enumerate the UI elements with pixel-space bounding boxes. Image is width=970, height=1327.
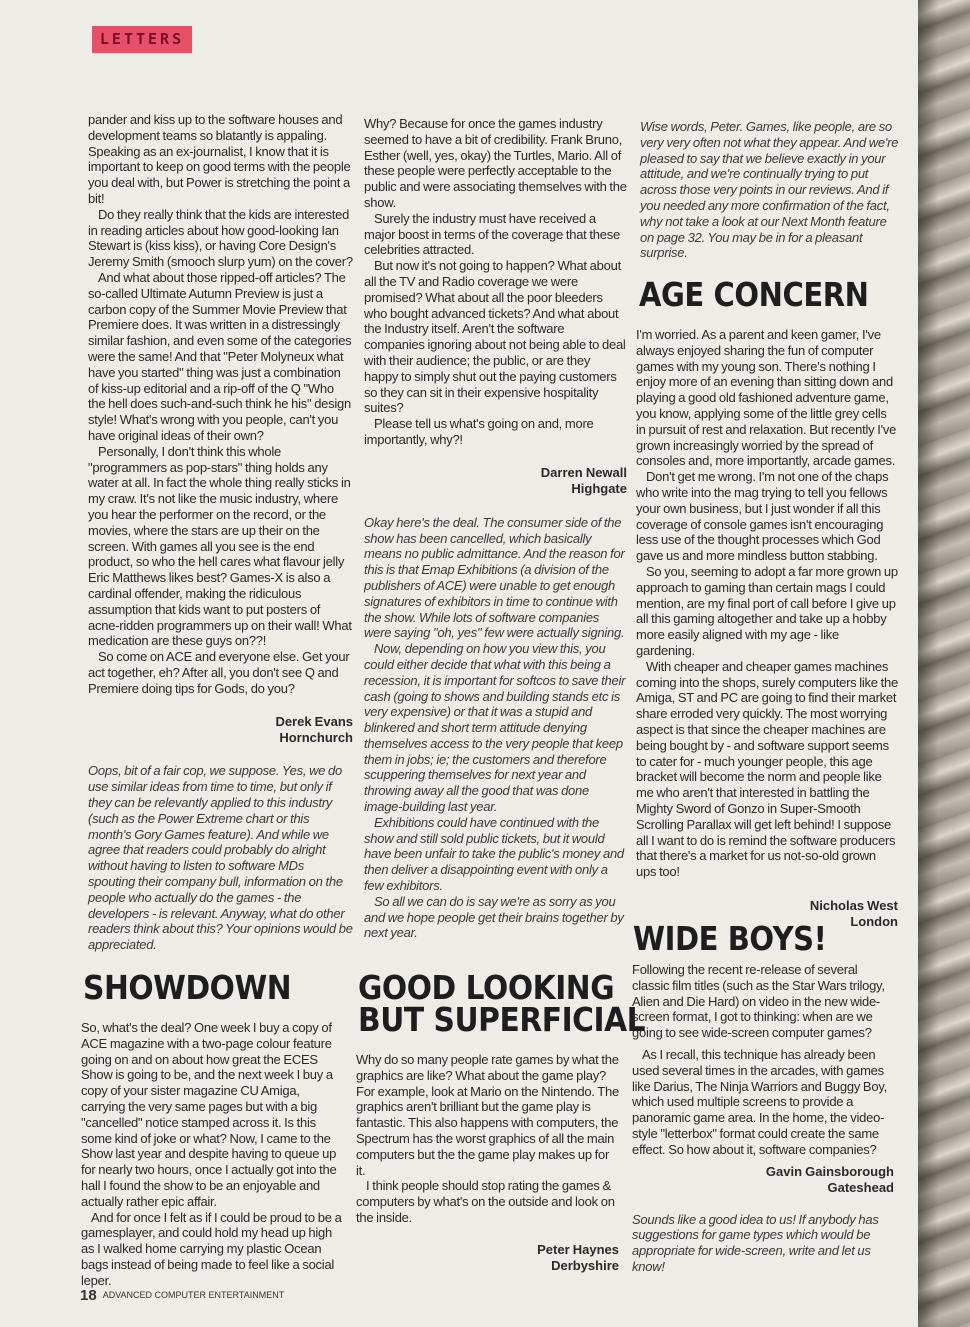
letter-paragraph: Why? Because for once the games industry seemed to have a bit of credibility. Frank Bruno, Esther (well, yes, okay) the Turtles, Mario. All of these people were perfectly acceptable to the public and were associating themselves with the show. (364, 116, 627, 210)
signature-name: Darren Newall (540, 464, 627, 480)
signature-place: Gateshead (827, 1179, 894, 1195)
showdown-body (81, 1020, 346, 1289)
letter-paragraph: Personally, I don't think this whole "programmers as pop-stars" thing holds any water at all. In fact the whole thing really sticks in my craw. It's not like the music industry, where you hear the performer on the record, or the movies, where the stars are up their on the screen. With games all you see is the end product, so who the hell cares what flavour jelly Eric Matthews likes best? Games-X is also a cardinal offender, making the ridiculous assumption that kids want to put posters of acne-ridden programmers up on their wall! What medication are these guys on??! (88, 443, 352, 649)
signature-name: Nicholas West (809, 897, 898, 913)
wide-boys-body (632, 962, 894, 1275)
page-footer (80, 1287, 284, 1304)
headline-line: BUT SUPERFICIAL (358, 1000, 646, 1039)
headline-age-concern: AGE CONCERN (639, 275, 869, 314)
letter-paragraph: So, what's the deal? One week I buy a copy of ACE magazine with a two-page colour feature going on and on about how great the ECES Show is going to be, and the next week I buy a copy of your sister magazine CU Amiga, carrying the very same pages but with a big "cancelled" notice stamped across it. Is this some kind of joke or what? Now, I came to the Show last year and despite having to queue up for nearly two hours, once I actually got into the hall I found the show to be an enjoyable and actually rather epic affair. (81, 1020, 337, 1209)
column-1 (88, 112, 353, 953)
adjacent-page-edge (918, 0, 970, 1327)
signature-place: London (850, 913, 898, 929)
letter-paragraph: I think people should stop rating the games & computers by what's on the outside and look on the inside. (356, 1178, 615, 1225)
editor-reply: Exhibitions could have continued with the show and still sold public tickets, but it would have been unfair to take the public's money and then deliver a disappointing event with only a few exhibitors. (364, 814, 624, 894)
column-3-reply (640, 119, 902, 261)
letter-paragraph: So come on ACE and everyone else. Get your act together, eh? After all, you don't see Q and Premiere doing tips for Gods, do you? (88, 649, 350, 696)
headline-showdown: SHOWDOWN (83, 968, 292, 1007)
signature-name: Derek Evans (275, 714, 353, 730)
letter-paragraph: But now it's not going to happen? What about all the TV and Radio coverage we were promised? What about all the poor bleeders who bought advanced tickets? And what about the Industry itself. Aren't the software companies ignoring about not being able to deal with their audience; the public, or are they happy to simply shut out the paying customers so they can sit in their expensive hospitality suites? (364, 258, 626, 416)
letter-paragraph: I'm worried. As a parent and keen gamer, I've always enjoyed sharing the fun of computer games with my young son. There's nothing I enjoy more of an evening than sitting down and playing a good old fashioned adventure game, you know, applying some of the little grey cells in pursuit of rest and relaxation. But recently I've grown increasingly worried by the spread of consoles and, more importantly, arcade games. (636, 327, 897, 469)
good-looking-body (356, 1052, 619, 1274)
column-2 (364, 116, 627, 941)
editor-reply: Wise words, Peter. Games, like people, are so very very often not what they appear. And we're pleased to say that we believe exactly in your attitude, and we're continually trying to put across those very points in our reviews. And if you needed any more confirmation of the fact, why not take a look at our Next Month feature on page 32. You may be in for a pleasant surprise. (640, 119, 899, 261)
editor-reply: Sounds like a good idea to us! If anybody has suggestions for game types which would be appropriate for wide-screen, write and let us know! (632, 1211, 879, 1274)
signature-place: Hornchurch (279, 730, 353, 746)
editor-reply: Oops, bit of a fair cop, we suppose. Yes, we do use similar ideas from time to time, but only if they can be relevantly applied to this industry (such as the Power Extreme chart or this month's Gory Games feature). And while we agree that readers could probably do alright without having to listen to software MDs spouting their company bull, information on the people who actually do the games - the developers - is relevant. Anyway, what do other readers think about this? Your opinions would be appreciated. (88, 763, 353, 953)
headline-wide-boys: WIDE BOYS! (633, 919, 827, 958)
letter-paragraph: Don't get me wrong. I'm not one of the chaps who write into the mag trying to tell you fellows your own business, but I just wonder if all this coverage of console games isn't encouraging less use of the thought processes which God gave us and more mindless button stabbing. (636, 469, 889, 564)
headline-line: GOOD LOOKING (358, 968, 615, 1007)
signature-place: Highgate (571, 480, 627, 496)
letter-paragraph: And for once I felt as if I could be proud to be a gamesplayer, and could hold my head up high as I walked home carrying my plastic Ocean bags instead of being made to feel like a social leper. (81, 1209, 342, 1288)
editor-reply: Now, depending on how you view this, you could either decide that what with this being a recession, it is important for softcos to save their cash (going to shows and building stands etc is very expensive) or that it was a stupid and blinkered and short term attitude denying themselves access to the very people that keep them in jobs; ie; the customers and therefore scuppering themselves for next year and throwing away all the good that was done image-building last year. (364, 641, 626, 815)
signature-name: Gavin Gainsborough (765, 1163, 894, 1179)
page-number: 18 (80, 1287, 97, 1304)
magazine-name: ADVANCED COMPUTER ENTERTAINMENT (102, 1290, 285, 1300)
signature-name: Peter Haynes (537, 1241, 619, 1257)
editor-reply: So all we can do is say we're as sorry as you and we hope people get their brains together by next year. (364, 893, 624, 941)
letter-paragraph: Please tell us what's going on and, more importantly, why?! (364, 416, 594, 447)
letter-paragraph: Surely the industry must have received a major boost in terms of the coverage that these celebrities attracted. (364, 210, 620, 258)
letter-paragraph: pander and kiss up to the software houses and development teams so blatantly is appaling. Speaking as an ex-journalist, I know that it is important to keep on good terms with the people you deal with, but Power is stretching the point a bit! (88, 112, 351, 206)
letter-paragraph: So you, seeming to adopt a far more grown up approach to gaming than certain mags I could mention, are my final port of call before I give up all this gaming altogether and take up a hobby more easily aligned with my age - like gardening. (636, 563, 898, 658)
age-concern-body (636, 327, 898, 930)
letter-paragraph: As I recall, this technique has already been used several times in the arcades, with games like Darius, The Ninja Warriors and Buggy Boy, which used multiple screens to provide a panoramic game area. In the home, the video-style "letterbox" format could create the same effect. So how about it, software companies? (632, 1046, 887, 1157)
letter-paragraph: With cheaper and cheaper games machines coming into the shops, surely computers like the Amiga, ST and PC are going to find their market share erroded very quickly. The most worrying aspect is that since the cheaper machines are being bought by - and software support seems to cater for - much younger people, this age bracket will become the norm and people like me who aren't that interested in battling the Mighty Sword of Gonzo in Super-Smooth Scrolling Parallax will get left behind! I suppose all I want to do is remind the software producers that there's a market for us not-so-old grown ups too! (636, 658, 898, 880)
letter-paragraph: Why do so many people rate games by what the graphics are like? What about the game play? For example, look at Mario on the Nintendo. The graphics aren't brilliant but the game play is fantastic. This also happens with computers, the Spectrum has the worst graphics of all the main computers but the the game play makes up for it. (356, 1052, 619, 1178)
signature-place: Derbyshire (551, 1257, 619, 1273)
letter-paragraph: Following the recent re-release of several classic film titles (such as the Star Wars trilogy, Alien and Die Hard) on video in the new wide-screen format, I got to thinking: when are we going to see wide-screen computer games? (632, 962, 885, 1041)
headline-good-looking (358, 968, 646, 1039)
letter-paragraph: And what about those ripped-off articles? The so-called Ultimate Autumn Preview is just a carbon copy of the Summer Movie Preview that Premiere does. It was written in a distressingly similar fashion, and even some of the categories were the same! And that "Peter Molyneux what have you started" thing was just a combination of kiss-up editorial and a rip-off of the Q "Who the hell does such-and-such think he his" design style! What's wrong with you people, can't you have original ideas of their own? (88, 269, 352, 443)
section-tag: LETTERS (92, 26, 192, 53)
letter-paragraph: Do they really think that the kids are interested in reading articles about how good-looking Ian Stewart is (kiss kiss), or having Core Design's Jeremy Smith (smooch slurp yum) on the cover? (88, 206, 353, 270)
editor-reply: Okay here's the deal. The consumer side of the show has been cancelled, which basically means no public admittance. And the reason for this is that Emap Exhibitions (a division of the publishers of ACE) were unable to get enough signatures of exhibitors in time to continue with the show. While lots of software companies were saying "oh, yes" few were actually signing. (364, 514, 625, 641)
